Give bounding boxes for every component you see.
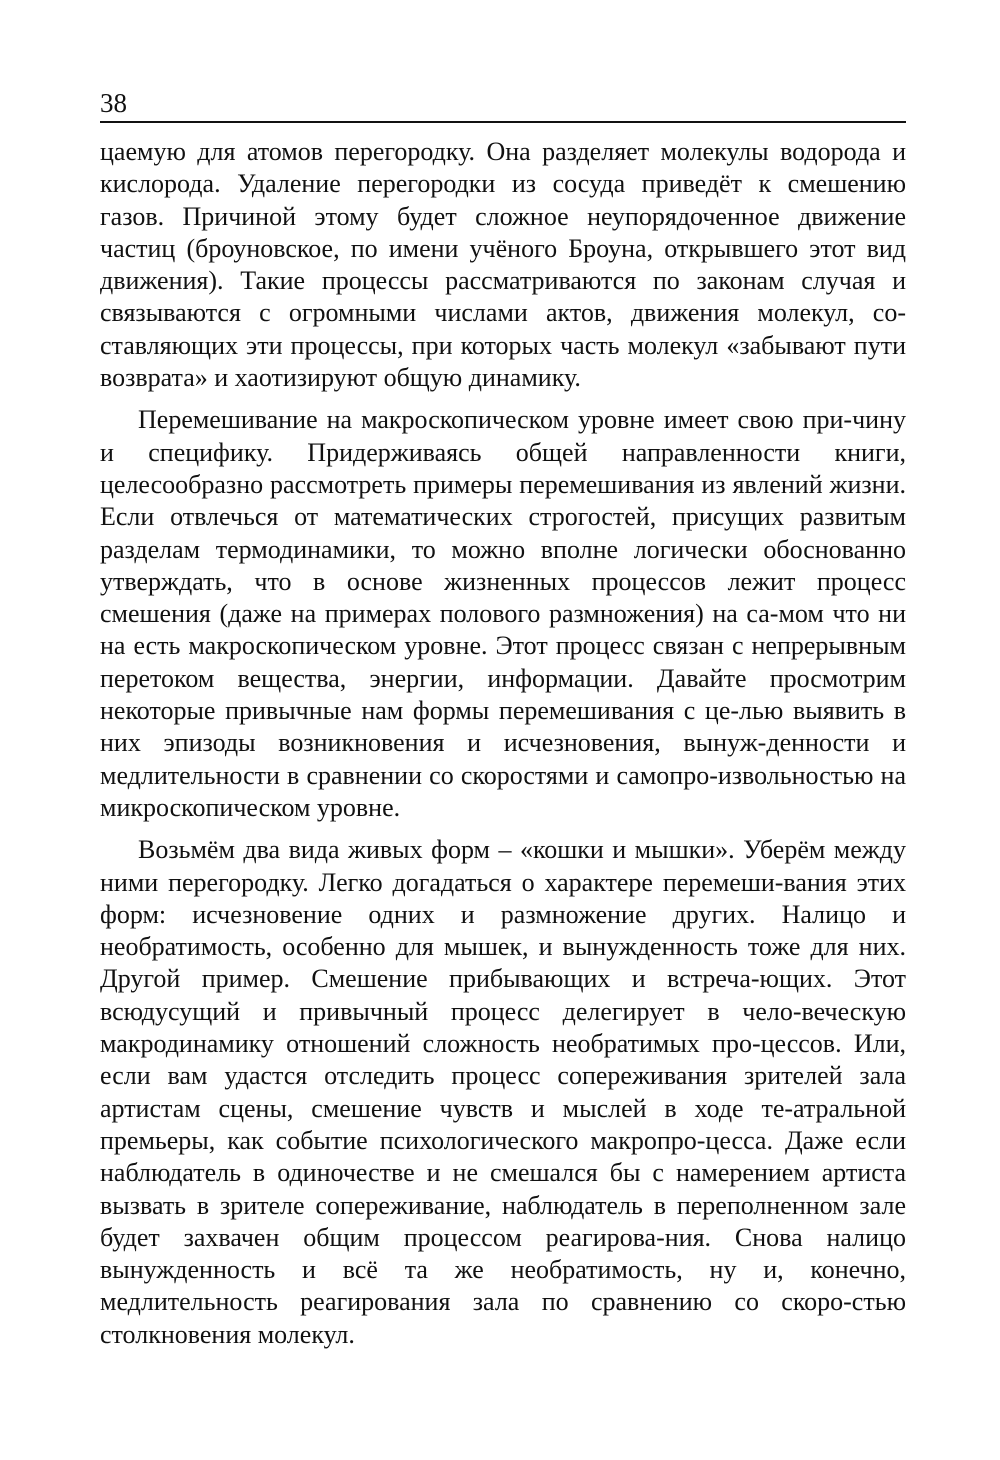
body-text bbox=[100, 136, 906, 1351]
header-rule bbox=[100, 121, 906, 123]
page-number: 38 bbox=[100, 88, 127, 118]
paragraph-macroscopic-mixing: Перемешивание на макроскопическом уровне имеет свою при-чину и специфику. Придерживаясь общей направленности книги, целесообразно рассмотреть примеры перемешивания из явлений жизни. Если отвлечься от математических строгостей, присущих развитым разделам термодинамики, то можно вполне логически обоснованно утверждать, что в основе жизненных процессов лежит процесс смешения (даже на примерах полового размножения) на са-мом что ни на есть макроскопическом уровне. Этот процесс связан с непрерывным перетоком вещества, энергии, информации. Давайте просмотрим некоторые привычные нам формы перемешивания с це-лью выявить в них эпизоды возникновения и исчезновения, вынуж-денности и медлительности в сравнении со скоростями и самопро-извольностью на микроскопическом уровне. bbox=[100, 405, 906, 822]
running-header bbox=[100, 88, 906, 122]
paragraph-continuation: цаемую для атомов перегородку. Она разделяет молекулы водорода и кислорода. Удаление перегородки из сосуда приведёт к смешению газов. Причиной этому будет сложное неупорядоченное движение частиц (броуновское, по имени учёного Броуна, открывшего этот вид движения). Такие процессы рассматриваются по законам случая и связываются с огромными числами актов, движения молекул, со-ставляющих эти процессы, при которых часть молекул «забывают пути возврата» и хаотизируют общую динамику. bbox=[100, 137, 906, 393]
paragraph-cats-and-mice: Возьмём два вида живых форм – «кошки и мышки». Уберём между ними перегородку. Легко догадаться о характере перемеши-вания этих форм: исчезновение одних и размножение других. Налицо и необратимость, особенно для мышек, и вынужденность тоже для них. Другой пример. Смешение прибывающих и встреча-ющих. Этот всюдусущий и привычный процесс делегирует в чело-веческую макродинамику отношений сложность необратимых про-цессов. Или, если вам удастся отследить процесс сопереживания зрителей зала артистам сцены, смешение чувств и мыслей в ходе те-атральной премьеры, как событие психологического макропро-цесса. Даже если наблюдатель в одиночестве и не смешался бы с намерением артиста вызвать в зрителе сопереживание, наблюдатель в переполненном зале будет захвачен общим процессом реагирова-ния. Снова налицо вынужденность и всё та же необратимость, ну и, конечно, медлительность реагирования зала по сравнению со скоро-стью столкновения молекул. bbox=[100, 835, 906, 1349]
